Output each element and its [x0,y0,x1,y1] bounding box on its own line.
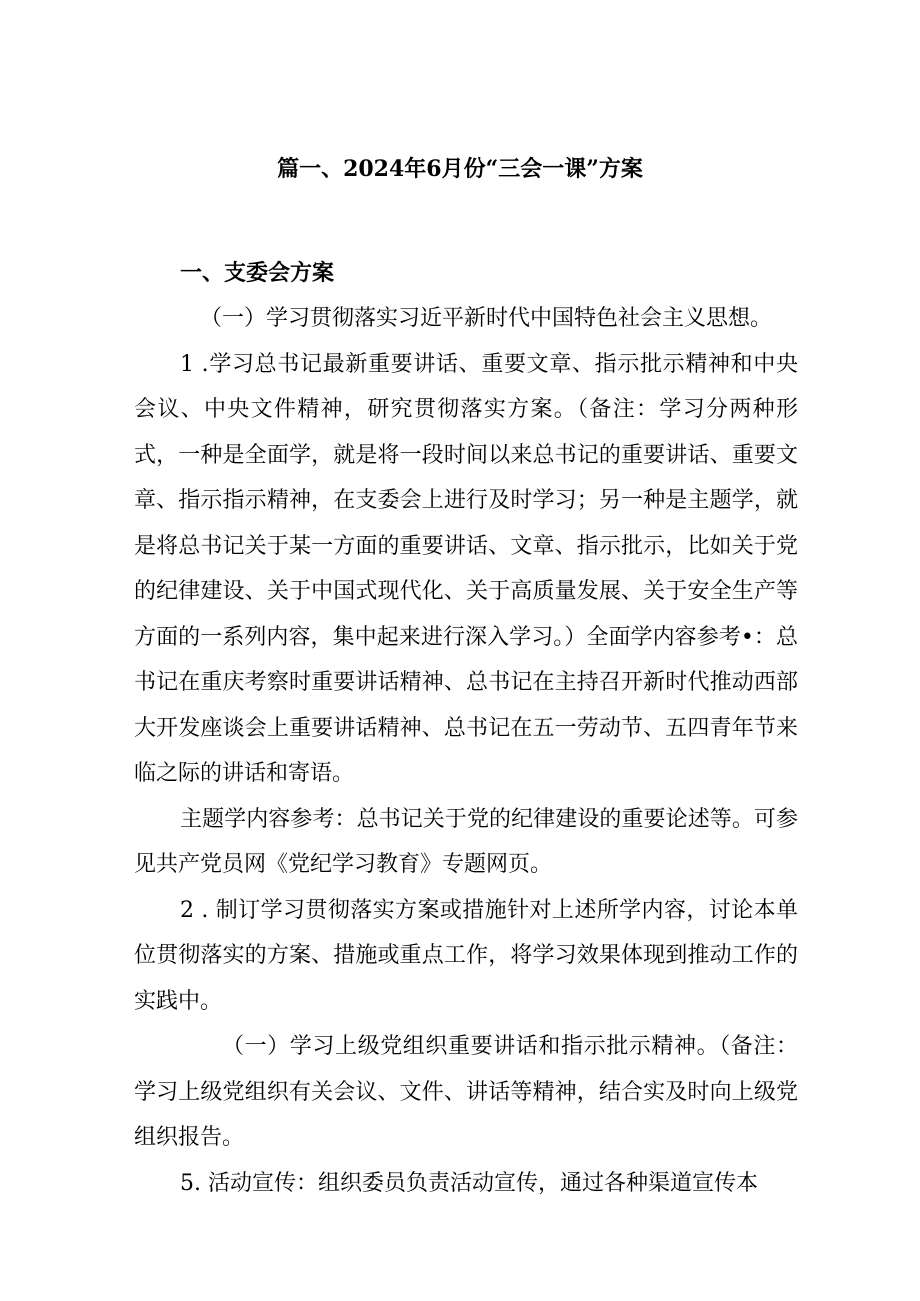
paragraph-1: （一）学习贯彻落实习近平新时代中国特色社会主义思想。 [200,306,773,331]
paragraph-2: 1 .学习总书记最新重要讲话、重要文章、指示批示精神和中央会议、中央文件精神，研究贯彻落实方案。（备注：学习分两种形式，一种是全面学，就是将一段时间以来总书记的重要讲话、重要文章、指示指示精神，在支委会上进行及时学习；另一种是主题学，就是将总书记关于某一方面的重要讲话、文章、指示批示，比如关于党的纪律建设、关于中国式现代化、关于高质量发展、关于安全生产等方面的一系列内容，集中起来进行深入学习。）全面学内容参考•：总书记在重庆考察时重要讲话精神、总书记在主持召开新时代推动西部大开发座谈会上重要讲话精神、总书记在五一劳动节、五四青年节来临之际的讲话和寄语。 [134,351,798,786]
section-heading: 一、支委会方案 [180,260,335,286]
document-body [134,296,798,1206]
paragraph-6: 5. 活动宣传：组织委员负责活动宣传，通过各种渠道宣传本 [180,1170,758,1196]
paragraph-4: 2 . 制订学习贯彻落实方案或措施针对上述所学内容，讨论本单位贯彻落实的方案、措施或重点工作，将学习效果体现到推动工作的实践中。 [134,897,798,1014]
paragraph-5: （一）学习上级党组织重要讲话和指示批示精神。（备注：学习上级党组织有关会议、文件、讲话等精神，结合实及时向上级党组织报告。 [134,1034,798,1150]
paragraph-3: 主题学内容参考：总书记关于党的纪律建设的重要论述等。可参见共产党员网《党纪学习教育》专题网页。 [134,806,798,877]
document-title: 篇一、2024年6月份“三会一课”方案 [277,156,643,182]
